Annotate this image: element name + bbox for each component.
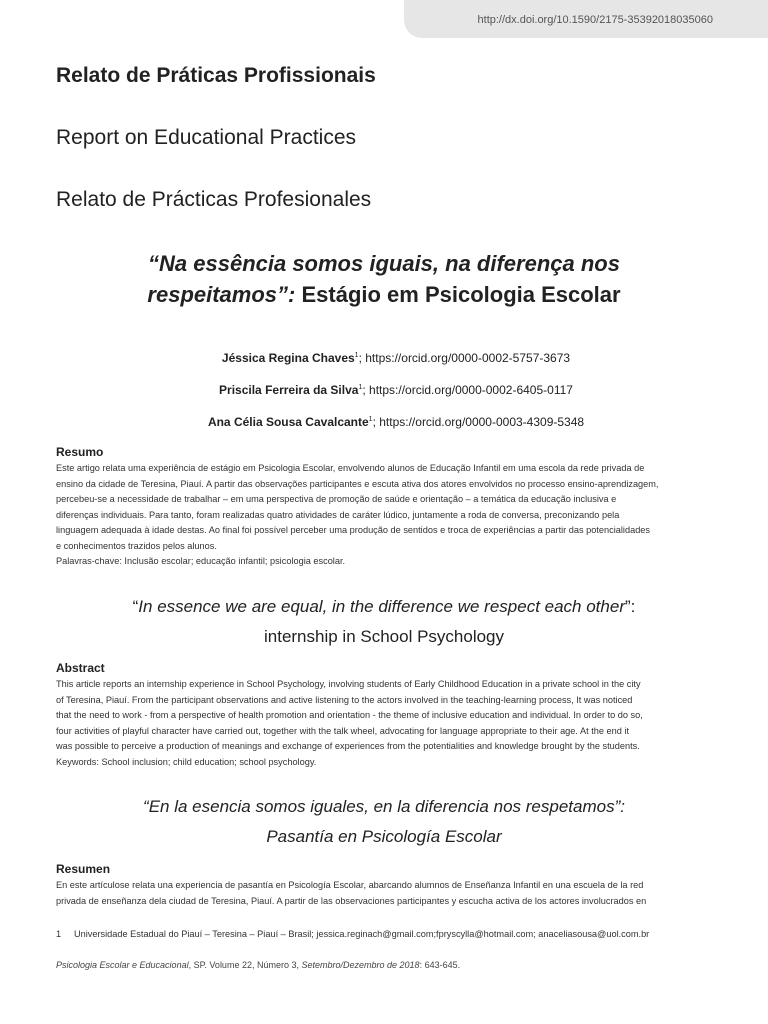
resumen-line: privada de enseñanza dela ciudad de Teresina, Piauí. A partir de las observaciones participantes y escucha activa de los actores involucrados en	[56, 895, 647, 906]
abstract-line: This article reports an internship experience in School Psychology, involving students of Early Childhood Education in a private school in the city	[56, 679, 641, 689]
author-name: Ana Célia Sousa Cavalcante	[207, 415, 369, 429]
title-es	[56, 792, 712, 852]
author-orcid[interactable]: ; https://orcid.org/0000-0002-6405-0117	[362, 383, 573, 397]
resumo-line: ensino da cidade de Teresina, Piauí. A partir das observações participantes e escuta ativa dos atores envolvidos no processo ensino-aprendizagem,	[56, 478, 659, 489]
author-orcid[interactable]: ; https://orcid.org/0000-0002-5757-3673	[358, 351, 571, 365]
title-en-quote: In essence we are equal, in the difference we respect each other	[138, 597, 625, 616]
resumo-heading: Resumo	[56, 445, 104, 459]
journal-date: Setembro/Dezembro de 2018	[301, 960, 420, 970]
doi-header-bar	[404, 0, 768, 38]
author-3	[56, 415, 736, 429]
title-en	[56, 592, 712, 652]
doi-link[interactable]: http://dx.doi.org/10.1590/2175-35392018035060	[477, 14, 713, 26]
resumo-text	[56, 461, 713, 570]
title-es-line-2: Pasantía en Psicología Escolar	[266, 827, 502, 846]
resumo-line: diferenças individuais. Para tanto, foram realizadas quatro atividades de caráter lúdico, juntamente a roda de conversa, preconizando pela	[56, 509, 620, 520]
abstract-text	[56, 677, 713, 770]
abstract-keywords: Keywords: School inclusion; child education; school psychology.	[56, 756, 317, 767]
title-italic-part: respeitamos”:	[147, 282, 296, 307]
author-name: Jéssica Regina Chaves	[221, 351, 355, 365]
abstract-line: of Teresina, Piauí. From the participant observations and active listening to the actors involved in the teaching-learning process, It was noticed	[56, 694, 633, 705]
footnote-number: 1	[56, 929, 62, 939]
title-en-line-1	[56, 592, 712, 622]
author-orcid[interactable]: ; https://orcid.org/0000-0003-4309-5348	[372, 415, 585, 429]
abstract-line: that the need to work - from a perspective of health promotion and orientation - the theme of inclusive education and individual. In order to do so,	[56, 710, 643, 720]
title-es-line-1: “En la esencia somos iguales, en la diferencia nos respetamos”:	[143, 797, 625, 816]
open-quote: “	[132, 597, 139, 616]
title-line-1: “Na essência somos iguais, na diferença nos	[148, 251, 620, 276]
section-heading-en: Report on Educational Practices	[56, 126, 356, 149]
author-affiliation-mark: 1	[368, 416, 373, 423]
author-name: Priscila Ferreira da Silva	[219, 383, 359, 397]
resumo-line: percebeu-se a necessidade de trabalhar – em uma perspectiva de promoção de saúde e orientação – a temática da educação inclusiva e	[56, 494, 617, 504]
journal-pages: : 643-645.	[419, 960, 461, 970]
resumo-keywords: Palavras-chave: Inclusão escolar; educação infantil; psicologia escolar.	[56, 556, 346, 566]
journal-name: Psicologia Escolar e Educacional	[56, 960, 189, 970]
abstract-line: was possible to perceive a production of meanings and exchange of experiences from the potentialities and knowledge brought by the students.	[56, 741, 640, 751]
section-heading-pt: Relato de Práticas Profissionais	[56, 64, 376, 87]
resumen-line: En este artículose relata una experiencia de pasantía en Psicología Escolar, abarcando alumnos de Enseñanza Infantil en una escuela de la red	[56, 880, 644, 890]
journal-footer	[56, 960, 460, 970]
title-line-2	[56, 279, 712, 310]
author-affiliation-mark: 1	[354, 352, 359, 359]
journal-volume: , SP. Volume 22, Número 3,	[188, 960, 302, 970]
resumen-heading: Resumen	[56, 862, 111, 876]
abstract-line: four activities of playful character have carried out, together with the talk wheel, advocating for language appropriate to their age. At the end it	[56, 725, 630, 736]
section-heading-es: Relato de Prácticas Profesionales	[56, 188, 372, 211]
resumo-line: linguagem adequada à idade destas. Ao final foi possível perceber uma produção de sentidos e troca de experiências a partir das potencialidades	[56, 525, 651, 535]
title-rest: Estágio em Psicologia Escolar	[295, 282, 621, 307]
footnote-text: Universidade Estadual do Piauí – Teresina – Piauí – Brasil; jessica.reginach@gmail.com;fpryscylla@hotmail.com; anaceliasousa@uol.com.br	[74, 929, 650, 939]
resumen-text	[56, 878, 713, 909]
author-1	[56, 351, 736, 365]
resumo-line: e conhecimentos trazidos pelos alunos.	[56, 540, 217, 551]
article-title	[56, 248, 712, 310]
author-2	[56, 383, 736, 397]
author-affiliation-mark: 1	[358, 384, 363, 391]
resumo-line: Este artigo relata uma experiência de estágio em Psicologia Escolar, envolvendo alunos de Educação Infantil em uma escola da rede privada de	[56, 463, 645, 473]
abstract-heading: Abstract	[56, 661, 105, 675]
affiliation-footnote	[56, 929, 649, 939]
title-en-line-2: internship in School Psychology	[263, 627, 505, 646]
close-quote: ”:	[624, 597, 636, 616]
